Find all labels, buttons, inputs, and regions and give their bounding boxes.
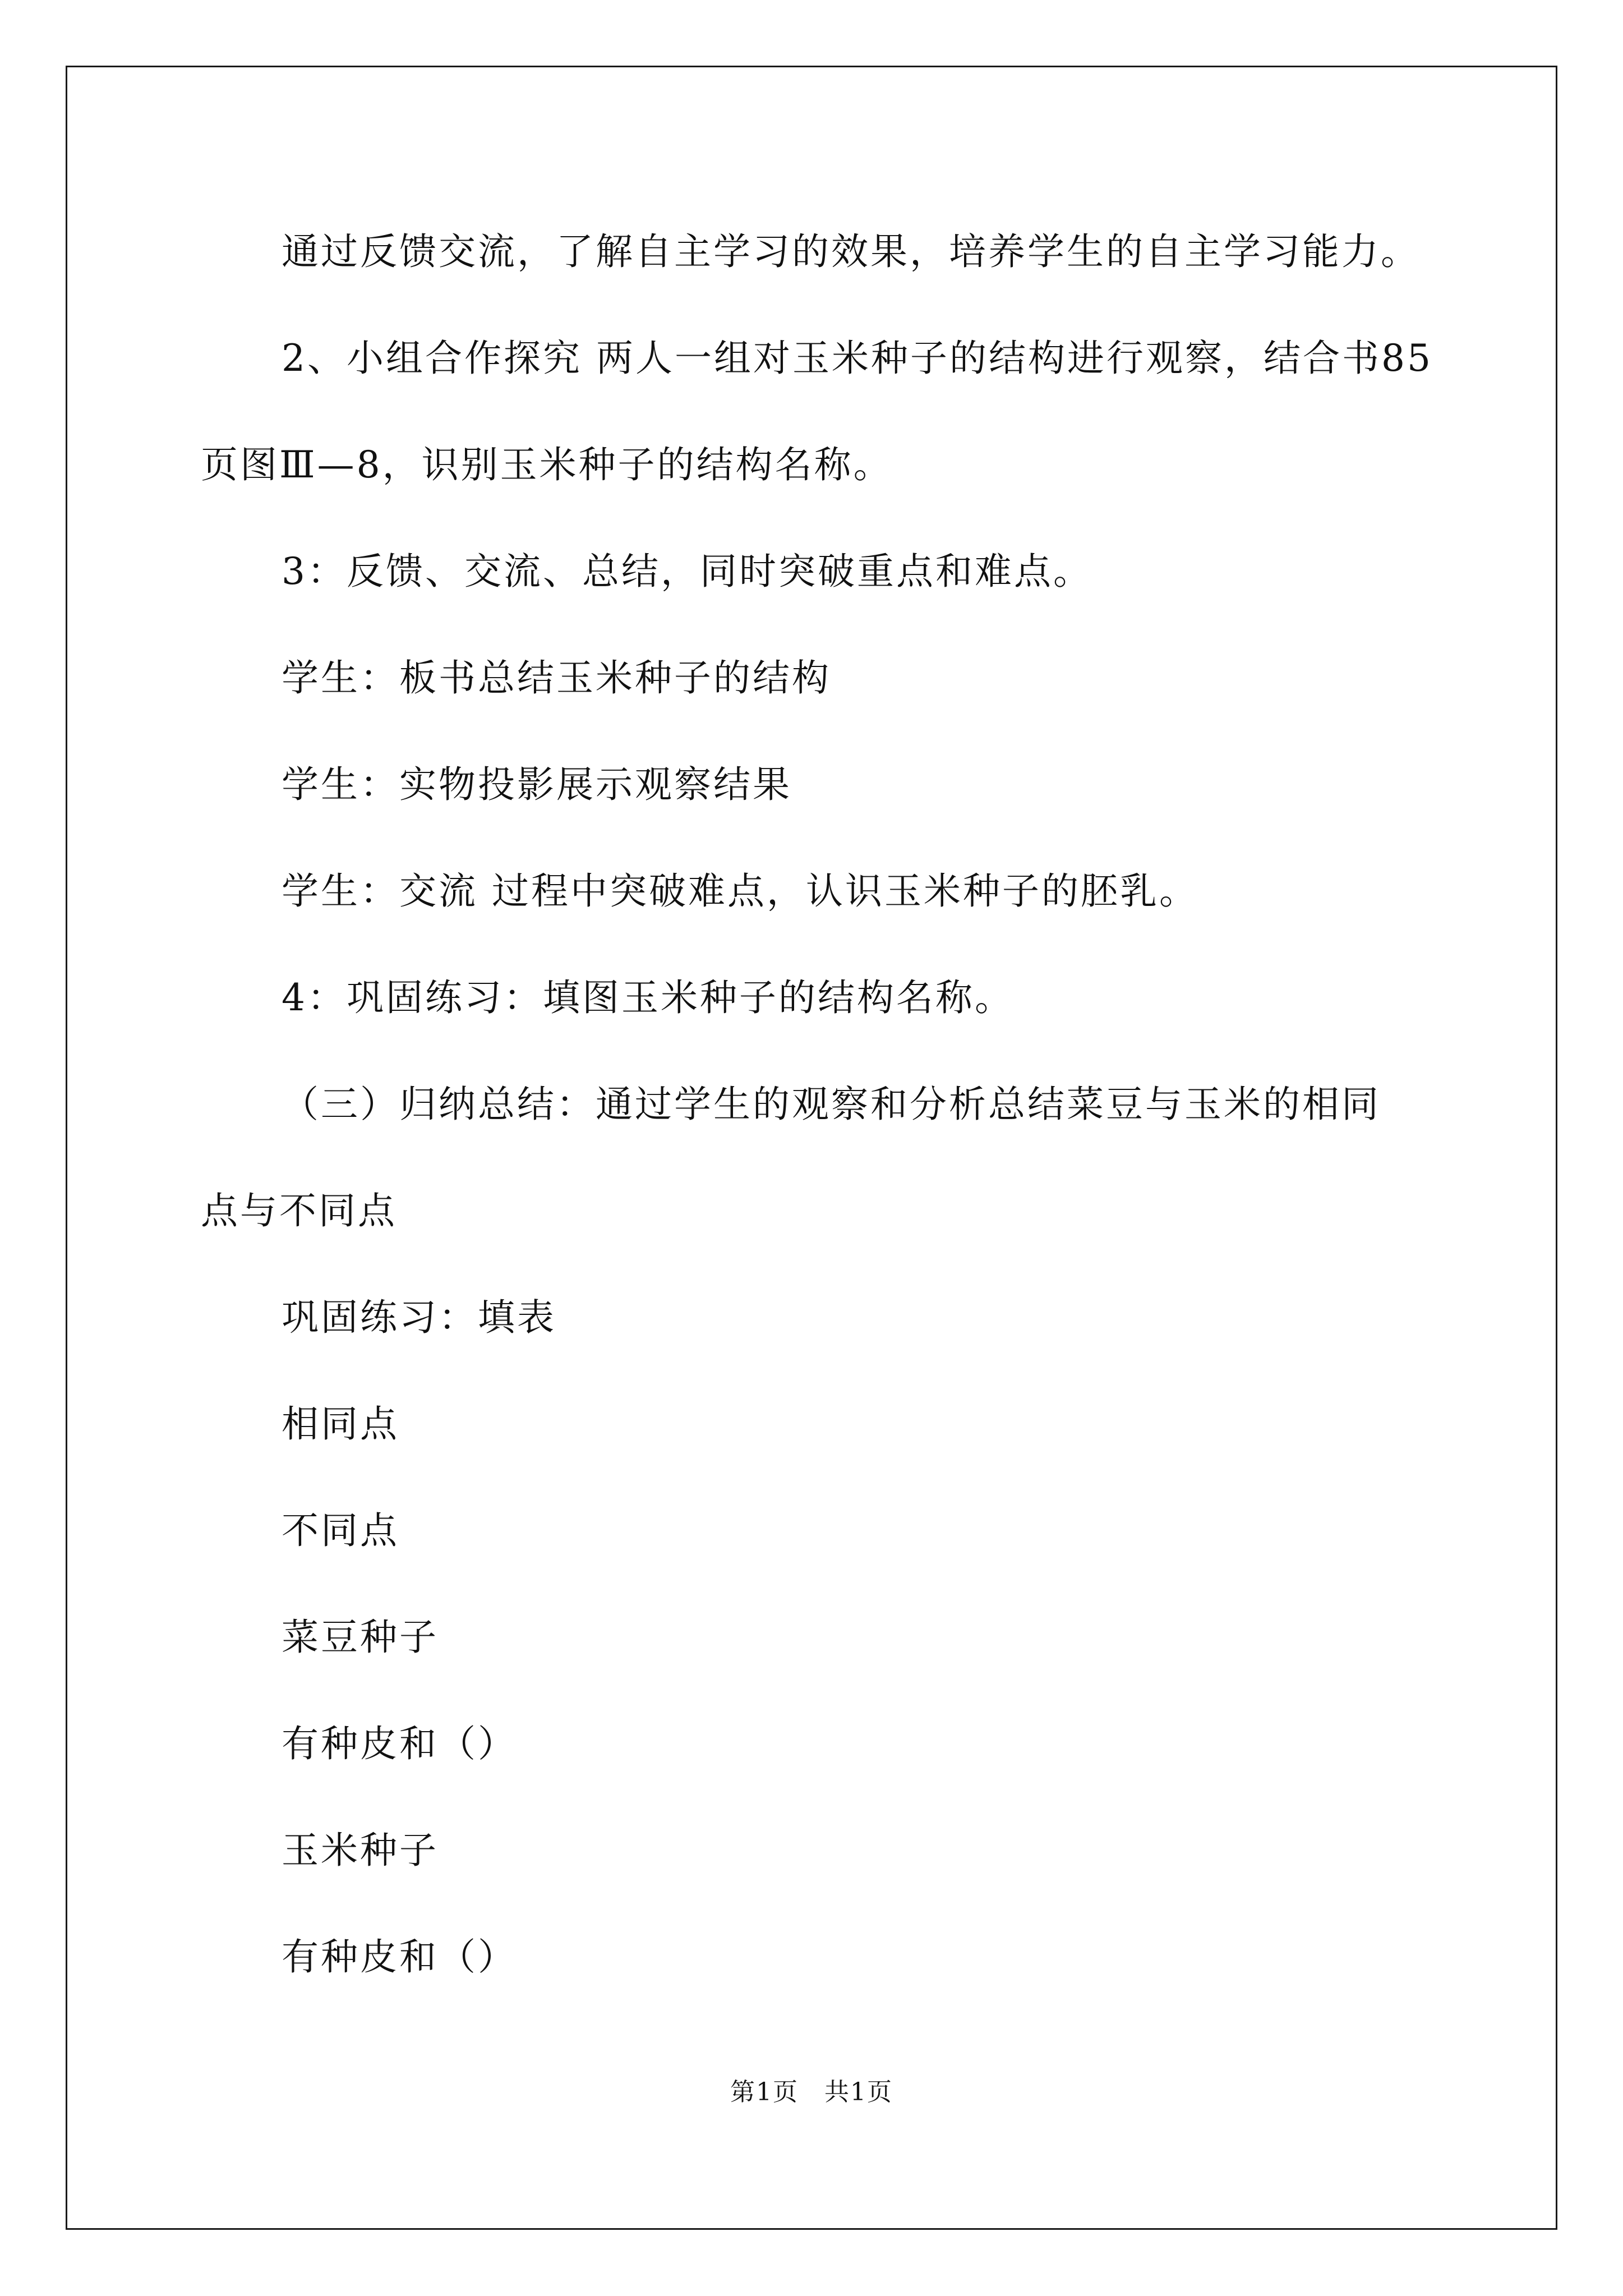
paragraph-line: 相同点 bbox=[282, 1402, 399, 1446]
page-number: 第1页 共1页 bbox=[730, 2078, 893, 2106]
page-border bbox=[66, 66, 1557, 2230]
paragraph-line: 有种皮和（） bbox=[282, 1722, 517, 1765]
paragraph-line: 不同点 bbox=[282, 1509, 399, 1552]
paragraph-line: 有种皮和（） bbox=[282, 1935, 517, 1978]
paragraph-line: 学生：交流 过程中突破难点，认识玉米种子的胚乳。 bbox=[282, 869, 1198, 913]
paragraph-line: 3：反馈、交流、总结，同时突破重点和难点。 bbox=[282, 550, 1092, 593]
paragraph-line: 4：巩固练习：填图玉米种子的结构名称。 bbox=[282, 976, 1014, 1019]
paragraph-line: 页图Ⅲ—8，识别玉米种子的结构名称。 bbox=[201, 443, 893, 486]
paragraph-line: 菜豆种子 bbox=[282, 1616, 439, 1659]
paragraph-line: （三）归纳总结：通过学生的观察和分析总结菜豆与玉米的相同 bbox=[282, 1083, 1381, 1126]
paragraph-line: 巩固练习：填表 bbox=[282, 1296, 556, 1339]
paragraph-line: 点与不同点 bbox=[201, 1189, 397, 1232]
paragraph-line: 玉米种子 bbox=[282, 1829, 439, 1872]
paragraph-line: 2、小组合作探究 两人一组对玉米种子的结构进行观察，结合书85 bbox=[282, 337, 1433, 380]
paragraph-line: 学生：实物投影展示观察结果 bbox=[282, 763, 792, 806]
paragraph-line: 学生：板书总结玉米种子的结构 bbox=[282, 656, 831, 700]
paragraph-line: 通过反馈交流，了解自主学习的效果，培养学生的自主学习能力。 bbox=[282, 230, 1420, 273]
